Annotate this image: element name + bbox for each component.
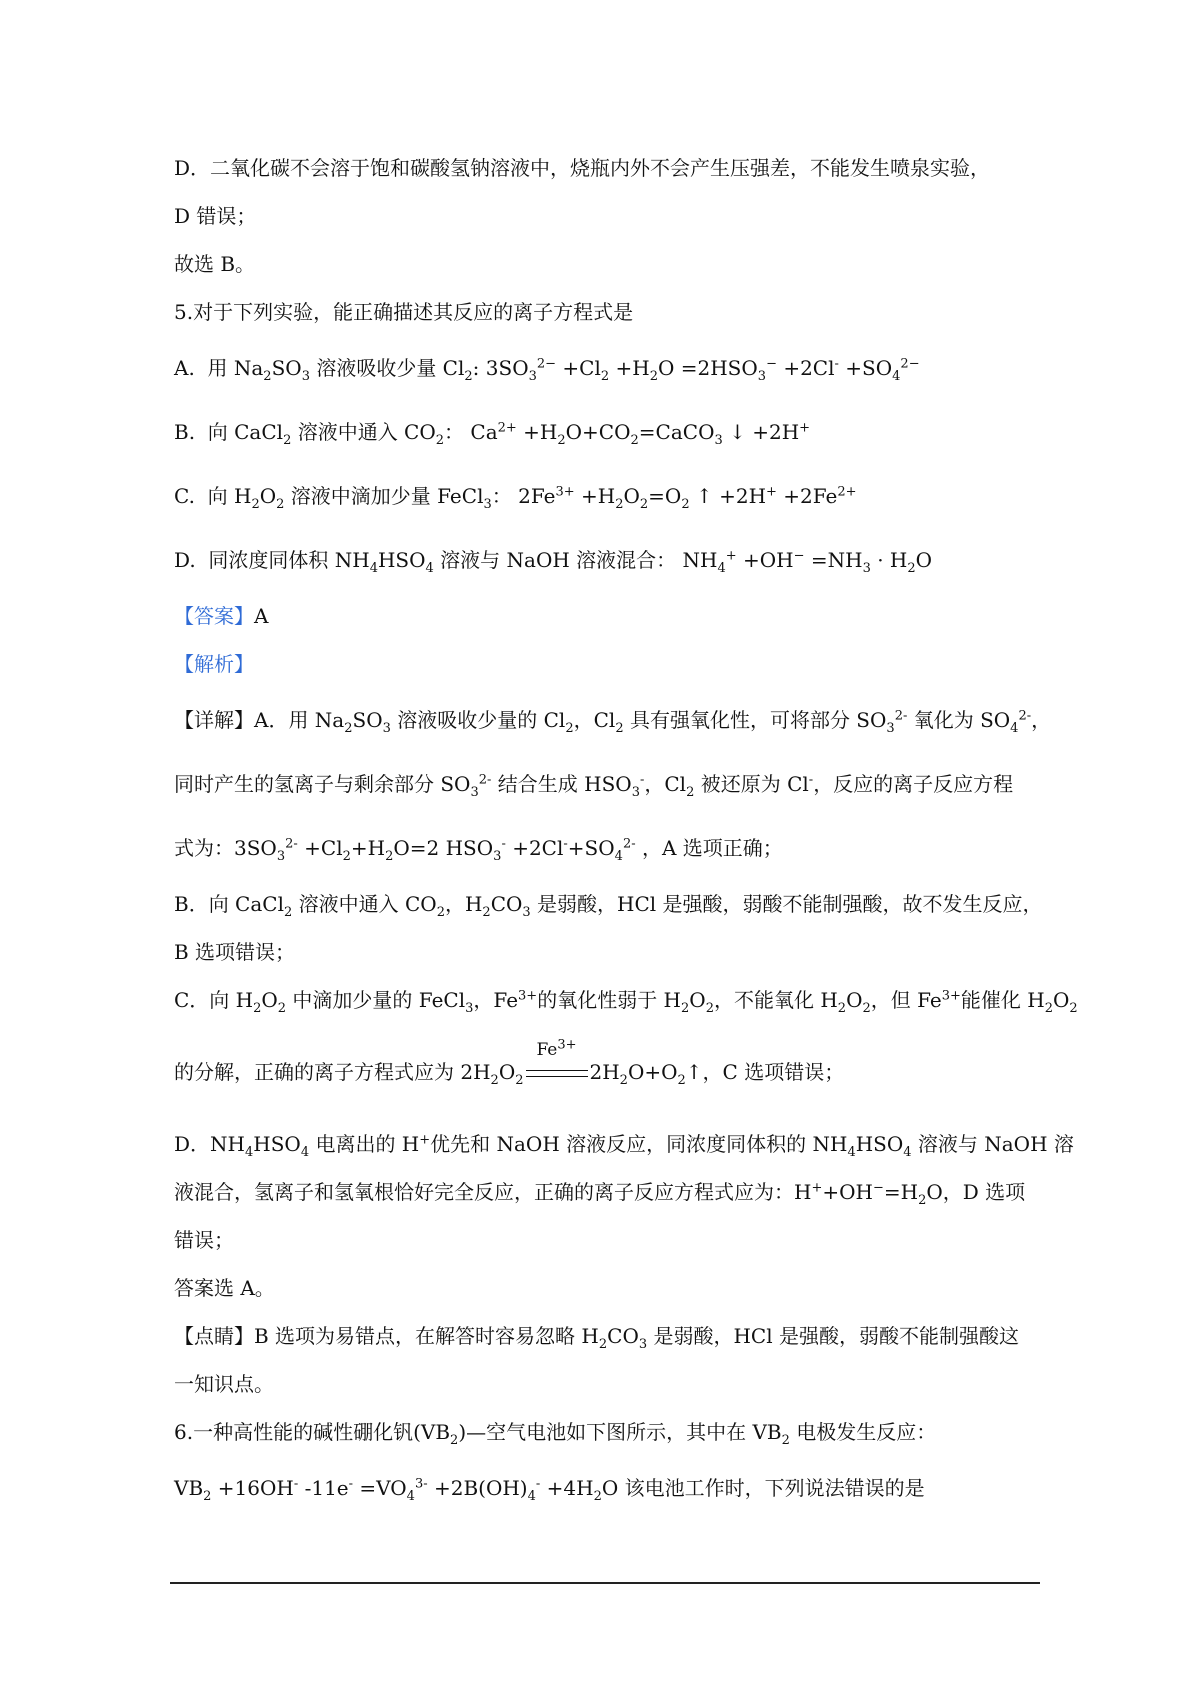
question-5: 5.对于下列实验，能正确描述其反应的离子方程式是 — [174, 300, 634, 324]
detail-line-1: 【详解】A．用 $Na_2SO_3$ 溶液吸收少量的 $Cl_2$，$Cl_2$ 具有强氧化性，可将部分 $SO_3^{2-}$ 氧化为 $SO_4^{2-}$， — [174, 708, 1052, 736]
question-6-equation: $VB_2 +16OH^-$ $-11e^- =VO_4^{3-} +2B(OH)_4^- +4H_2O$ 该电池工作时，下列说法错误的是 — [174, 1476, 925, 1504]
answer — [174, 602, 1044, 630]
answer-label: 【答案】 — [174, 604, 254, 628]
detail-b-2: B 选项错误； — [174, 940, 296, 964]
detail-d-2: 液混合，氢离子和氢氧根恰好完全反应，正确的离子反应方程式应为：$H^++OH^-=H_2O$，D 选项 — [174, 1180, 1026, 1208]
text-line: 故选 B。 — [174, 252, 256, 276]
detail-c-1: C．向 $H_2O_2$ 中滴加少量的 FeCl$_3$，$Fe^{3+}$的氧化性弱于 $H_2O_2$，不能氧化 $H_2O_2$，但 $Fe^{3+}$能催化 $H_2O_2$ — [174, 988, 1078, 1016]
detail-b-1: B．向 CaCl$_2$ 溶液中通入 $CO_2$，$H_2CO_3$ 是弱酸，HCl 是强酸，弱酸不能制强酸，故不发生反应， — [174, 892, 1043, 920]
detail-d-3: 错误； — [174, 1228, 234, 1252]
option-c: C. 向 $H_2O_2$ 溶液中滴加少量 FeCl$_3$： $2Fe^{3+} +H_2O_2=O_2$ ↑ $+2H^+ +2Fe^{2+}$ — [174, 484, 857, 512]
comment-line-2: 一知识点。 — [174, 1372, 274, 1396]
text-line: D 错误； — [174, 204, 257, 228]
detail-c-2: 的分解，正确的离子方程式应为 $2H_2O_2$ $Fe^{3+}$ $2H_2O+O_2↑$，C 选项错误； — [174, 1037, 845, 1088]
question-6: 6.一种高性能的碱性硼化钒$(VB_2)—$空气电池如下图所示，其中在 $VB_2$ 电极发生反应： — [174, 1420, 937, 1448]
comment-line-1: 【点睛】B 选项为易错点，在解答时容易忽略 $H_2CO_3$ 是弱酸，HCl 是强酸，弱酸不能制强酸这 — [174, 1324, 1019, 1352]
text-line: D．二氧化碳不会溶于饱和碳酸氢钠溶液中，烧瓶内外不会产生压强差，不能发生喷泉实验， — [174, 156, 991, 180]
footer-divider — [170, 1582, 1040, 1584]
analysis-heading: 【解析】 — [174, 652, 254, 676]
catalyst-over-arrow: $Fe^{3+}$ — [526, 1058, 588, 1086]
answer-conclusion: 答案选 A。 — [174, 1276, 275, 1300]
answer-value: A — [254, 604, 269, 628]
option-a: A. 用 $Na_2SO_3$ 溶液吸收少量 $Cl_2$: $3SO_3^{2-} +Cl_2 +H_2O =2HSO_3^- +2Cl^- +SO_4^{2-}$ — [174, 356, 920, 384]
detail-d-1: D．$NH_4HSO_4$ 电离出的 H+优先和 NaOH 溶液反应，同浓度同体积的 $NH_4HSO_4$ 溶液与 NaOH 溶 — [174, 1132, 1074, 1160]
option-b: B. 向 CaCl$_2$ 溶液中通入 $CO_2$： $Ca^{2+}$ $+H_2O+CO_2=CaCO_3$ ↓ +2H+ — [174, 420, 811, 448]
option-d: D. 同浓度同体积 $NH_4HSO_4$ 溶液与 NaOH 溶液混合： $NH_4^+ +OH^- =NH_3 \cdot H_2O$ — [174, 548, 933, 576]
detail-line-3: 式为：$3SO_3^{2-} +Cl_2+H_2O=2$ $HSO_3^- +2Cl^-+SO_4^{2-}$ ，A 选项正确； — [174, 836, 783, 864]
detail-line-2: 同时产生的氢离子与剩余部分 $SO_3^{2-}$ 结合生成 $HSO_3^-$，$Cl_2$ 被还原为 Cl-，反应的离子反应方程 — [174, 772, 1014, 800]
